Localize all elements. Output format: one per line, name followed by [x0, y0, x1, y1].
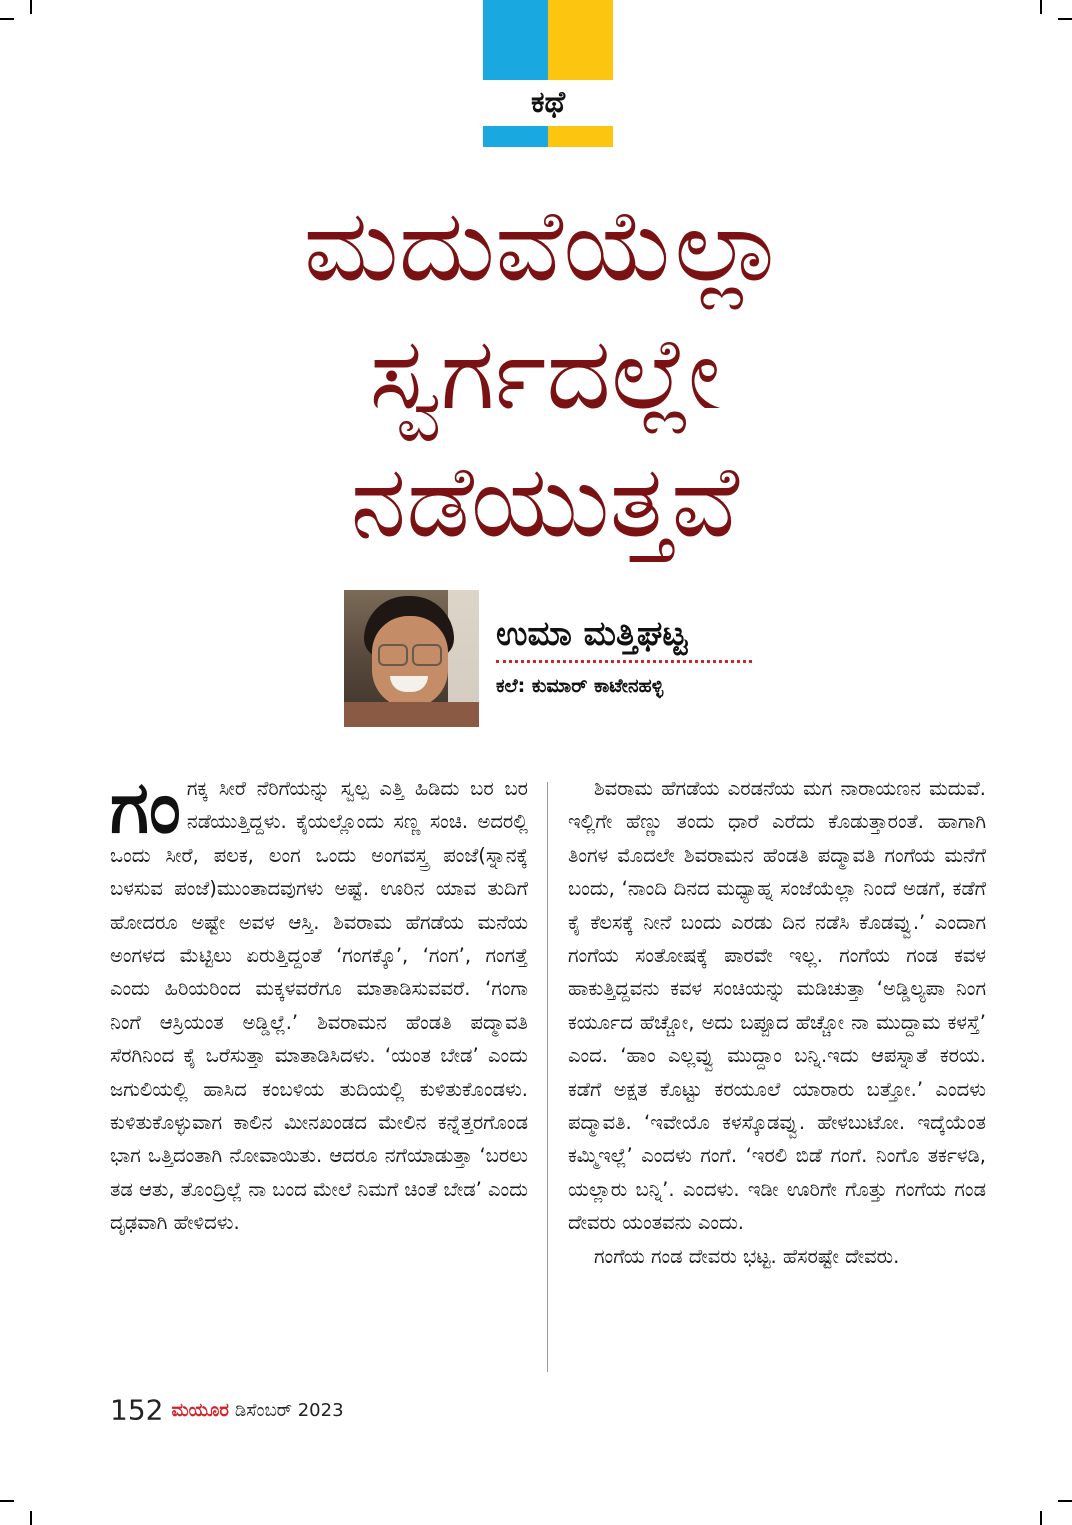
crop-mark	[0, 1500, 14, 1502]
illustration-credit: ಕಲೆ: ಕುಮಾರ್ ಕಾಟೇನಹಳ್ಳಿ	[496, 675, 664, 697]
title-line: ನಡೆಯುತ್ತವೆ	[350, 443, 740, 560]
badge-yellow-block	[548, 0, 613, 80]
crop-mark	[1058, 1500, 1072, 1502]
badge-blue-bar	[483, 126, 548, 147]
story-title	[150, 182, 940, 566]
body-paragraph: ಶಿವರಾಮ ಹೆಗಡೆಯ ಎರಡನೆಯ ಮಗ ನಾರಾಯಣನ ಮದುವೆ. ಇಲ್ಲಿಗೇ ಹೆಣ್ಣು ತಂದು ಧಾರೆ ಎರೆದು ಕೊಡುತ್ತಾರಂತೆ. ಹಾಗಾಗಿ ತಿಂಗಳ ಮೊದಲೇ ಶಿವರಾಮನ ಹೆಂಡತಿ ಪದ್ಮಾವತಿ ಗಂಗೆಯ ಮನೆಗೆ ಬಂದು, ‘ನಾಂದಿ ದಿನದ ಮಧ್ಯಾಹ್ನ ಸಂಜೆಯೆಲ್ಲಾ ನಿಂದೆ ಅಡಗೆ, ಕಡೆಗೆ ಕೈ ಕೆಲಸಕ್ಕೆ ನೀನೆ ಬಂದು ಎರಡು ದಿನ ನಡೆಸಿ ಕೊಡವ್ವು.’ ಎಂದಾಗ ಗಂಗೆಯ ಸಂತೋಷಕ್ಕೆ ಪಾರವೇ ಇಲ್ಲ. ಗಂಗೆಯ ಗಂಡ ಕವಳ ಹಾಕುತ್ತಿದ್ದವನು ಕವಳ ಸಂಚಿಯನ್ನು ಮಡಿಚುತ್ತಾ ‘ಅಡ್ಡಿಲ್ಯಪಾ ನಿಂಗ ಕರ್ಯೂದ ಹೆಚ್ಚೋ, ಅದು ಬಪ್ಪೂದ ಹೆಚ್ಚೋ ನಾ ಮುದ್ದಾಮ ಕಳಸ್ತೆ’ ಎಂದ. ‘ಹಾಂ ಎಲ್ಲವ್ವು ಮುದ್ದಾಂ ಬನ್ನಿ.ಇದು ಆಪಸ್ನಾತೆ ಕರಯ. ಕಡೆಗೆ ಅಕ್ಷತ ಕೊಟ್ಟು ಕರಯೂಲೆ ಯಾರಾರು ಬತ್ತೋ.’ ಎಂದಳು ಪದ್ಮಾವತಿ. ‘ಇವೇಯೊ ಕಳಸ್ಕೊಡವ್ವು. ಹೇಳಬುಟೋ. ಇದ್ಕೆಯೆಂತ ಕಮ್ಮಿಇಲ್ಲೆ’ ಎಂದಳು ಗಂಗೆ. ‘ಇರಲಿ ಬಿಡೆ ಗಂಗೆ. ನಿಂಗೊ ತರ್ಕಳಡಿ, ಯಲ್ಲಾರು ಬನ್ನಿ’. ಎಂದಳು. ಇಡೀ ಊರಿಗೇ ಗೊತ್ತು ಗಂಗೆಯ ಗಂಡ ದೇವರು ಯಂತವನು ಎಂದು.	[568, 777, 986, 1235]
body-column-right	[568, 772, 986, 1273]
column-divider	[547, 782, 548, 1372]
title-line: ಮದುವೆಯೆಲ್ಲಾ	[303, 187, 787, 304]
crop-mark	[30, 0, 32, 14]
badge-yellow-bar	[548, 126, 613, 147]
author-photo	[344, 590, 479, 727]
paragraph-text: ಗಕ್ಕ ಸೀರೆ ನೆರಿಗೆಯನ್ನು ಸ್ವಲ್ಪ ಎತ್ತಿ ಹಿಡಿದು ಬರ ಬರ ನಡೆಯುತ್ತಿದ್ದಳು. ಕೈಯಲ್ಲೊಂದು ಸಣ್ಣ ಸಂಚಿ. ಅದರಲ್ಲಿ ಒಂದು ಸೀರೆ, ಪಲಕ, ಲಂಗ ಒಂದು ಅಂಗವಸ್ತ್ರ ಪಂಜೆ(ಸ್ನಾನಕ್ಕೆ ಬಳಸುವ ಪಂಜೆ)ಮುಂತಾದವುಗಳು ಅಷ್ಟೆ. ಊರಿನ ಯಾವ ತುದಿಗೆ ಹೋದರೂ ಅಷ್ಟೇ ಅವಳ ಆಸ್ತಿ. ಶಿವರಾಮ ಹೆಗಡೆಯ ಮನೆಯ ಅಂಗಳದ ಮೆಟ್ಟಿಲು ಏರುತ್ತಿದ್ದಂತೆ ‘ಗಂಗಕ್ಕೊ’, ‘ಗಂಗ’, ಗಂಗತ್ತೆ ಎಂದು ಹಿರಿಯರಿಂದ ಮಕ್ಕಳವರೆಗೂ ಮಾತಾಡಿಸುವವರೆ. ‘ಗಂಗಾ ನಿಂಗೆ ಆಸ್ರಿಯಂತ ಅಡ್ಡಿಲ್ಲೆ.’ ಶಿವರಾಮನ ಹೆಂಡತಿ ಪದ್ಮಾವತಿ ಸೆರಗಿನಿಂದ ಕೈ ಒರೆಸುತ್ತಾ ಮಾತಾಡಿಸಿದಳು. ‘ಯಂತ ಬೇಡ’ ಎಂದು ಜಗುಲಿಯಲ್ಲಿ ಹಾಸಿದ ಕಂಬಳಿಯ ತುದಿಯಲ್ಲಿ ಕುಳಿತುಕೊಂಡಳು. ಕುಳಿತುಕೊಳ್ಳುವಾಗ ಕಾಲಿನ ಮೀನಖಂಡದ ಮೇಲಿನ ಕನ್ನೆತ್ತರಗೊಂಡ ಭಾಗ ಒತ್ತಿದಂತಾಗಿ ನೋವಾಯಿತು. ಆದರೂ ನಗೆಯಾಡುತ್ತಾ ‘ಬರಲು ತಡ ಆತು, ತೊಂದ್ರಿಲ್ಲೆ ನಾ ಬಂದ ಮೇಲೆ ನಿಮಗೆ ಚಿಂತೆ ಬೇಡ’ ಎಂದು ದೃಢವಾಗಿ ಹೇಳಿದಳು.	[110, 777, 528, 1235]
crop-mark	[1058, 18, 1072, 20]
body-paragraph: ಗಂಗೆಯ ಗಂಡ ದೇವರು ಭಟ್ಟ. ಹೆಸರಷ್ಟೇ ದೇವರು.	[594, 1244, 900, 1268]
crop-mark	[30, 1511, 32, 1525]
magazine-name: ಮಯೂರ	[171, 1399, 229, 1421]
title-line: ಸ್ವರ್ಗದಲ್ಲೇ	[369, 315, 721, 432]
body-paragraph	[110, 765, 528, 1240]
page-footer	[110, 1392, 344, 1429]
section-badge	[483, 0, 613, 147]
badge-blue-block	[483, 0, 548, 80]
crop-mark	[0, 18, 14, 20]
section-label: ಕಥೆ	[530, 85, 566, 120]
crop-mark	[1040, 0, 1042, 14]
drop-cap: ಗಂ	[110, 765, 181, 849]
page-number: 152	[110, 1393, 164, 1427]
body-column-left	[110, 765, 528, 1240]
author-divider	[496, 660, 752, 663]
author-name: ಉಮಾ ಮತ್ತಿಘಟ್ಟ	[496, 614, 688, 654]
issue-date: ಡಿಸೆಂಬರ್ 2023	[234, 1399, 344, 1421]
crop-mark	[1040, 1511, 1042, 1525]
